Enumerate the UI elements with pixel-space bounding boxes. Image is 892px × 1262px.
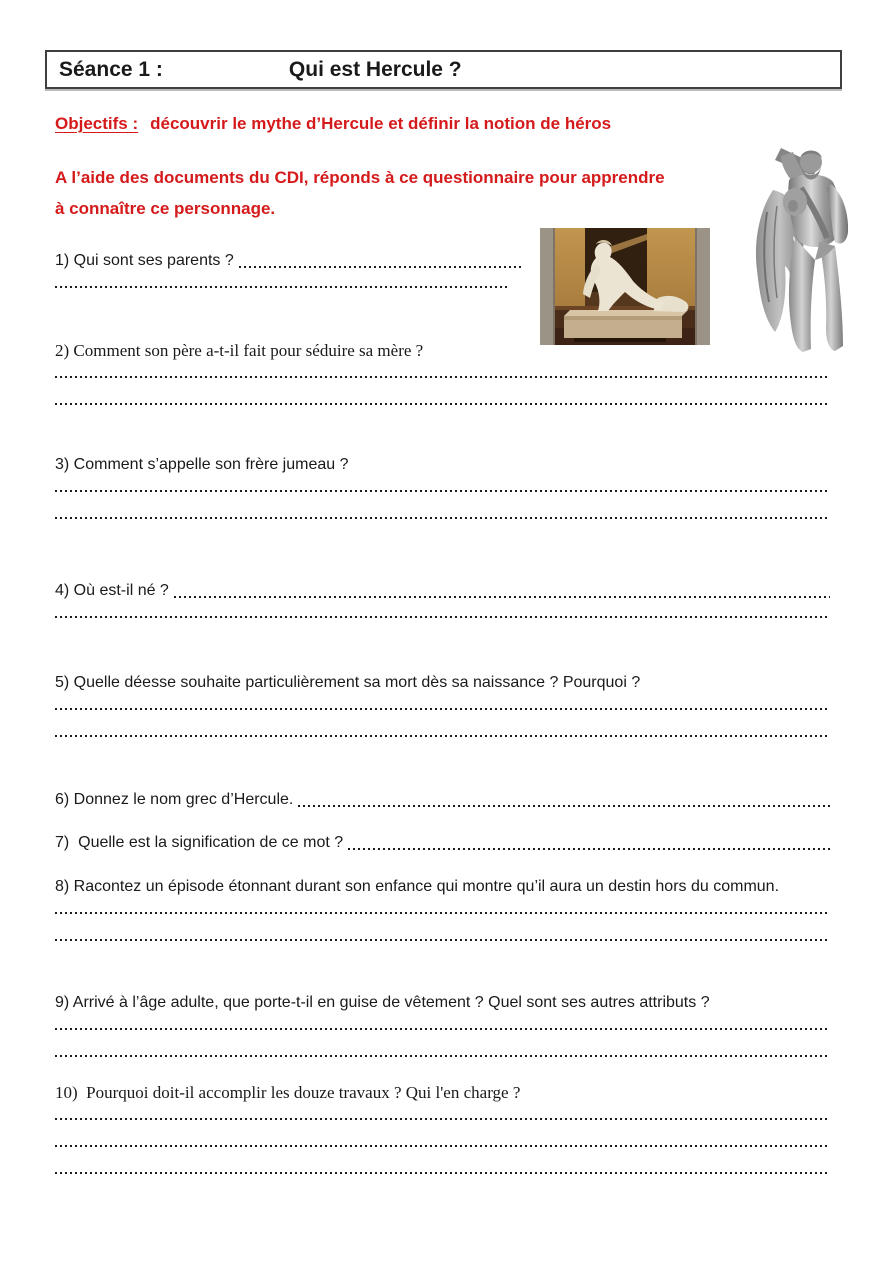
question-item xyxy=(55,341,830,405)
question-row xyxy=(55,341,830,361)
instructions-paragraph xyxy=(55,162,755,224)
answer-line xyxy=(55,286,507,288)
objectives-text: découvrir le mythe d’Hercule et définir la notion de héros xyxy=(150,114,612,133)
answer-line xyxy=(55,376,830,378)
worksheet-page xyxy=(55,50,830,1174)
question-row xyxy=(55,673,830,693)
instructions-line-2: à connaître ce personnage. xyxy=(55,199,276,218)
answer-dots-line xyxy=(239,266,522,268)
answer-line xyxy=(55,616,830,618)
question-text: 8) Racontez un épisode étonnant durant son enfance qui montre qu’il aura un destin hors du commun. xyxy=(55,878,780,895)
answer-line xyxy=(55,490,830,492)
question-text: 5) Quelle déesse souhaite particulièrement sa mort dès sa naissance ? Pourquoi ? xyxy=(55,674,641,691)
question-item xyxy=(55,455,830,519)
question-text: 1) Qui sont ses parents ? xyxy=(55,252,234,269)
question-row xyxy=(55,455,830,475)
question-text: 3) Comment s’appelle son frère jumeau ? xyxy=(55,456,349,473)
question-row xyxy=(55,790,830,810)
question-item xyxy=(55,1083,830,1174)
question-row xyxy=(55,993,830,1013)
objectives-label: Objectifs : xyxy=(55,114,139,133)
questions-list xyxy=(55,251,830,1174)
answer-line xyxy=(55,517,830,519)
answer-line xyxy=(55,939,830,941)
question-text: 10) Pourquoi doit-il accomplir les douze travaux ? Qui l'en charge ? xyxy=(55,1083,521,1102)
answer-line xyxy=(55,912,830,914)
question-item xyxy=(55,877,830,941)
question-text: 9) Arrivé à l’âge adulte, que porte-t-il en guise de vêtement ? Quel sont ses autres attributs ? xyxy=(55,994,710,1011)
objectives-line xyxy=(55,113,830,135)
question-text: 6) Donnez le nom grec d’Hercule. xyxy=(55,791,294,808)
answer-dots-line xyxy=(298,805,830,807)
hercules-statue-illustration xyxy=(731,142,885,356)
question-item xyxy=(55,251,830,288)
answer-line xyxy=(55,403,830,405)
hercules-statue-image xyxy=(731,142,885,356)
instructions-line-1: A l’aide des documents du CDI, réponds à ce questionnaire pour apprendre xyxy=(55,168,665,187)
question-item xyxy=(55,993,830,1057)
question-text: 7) Quelle est la signification de ce mot ? xyxy=(55,834,344,851)
answer-line xyxy=(55,1028,830,1030)
answer-line xyxy=(55,1172,830,1174)
answer-line xyxy=(55,708,830,710)
answer-line xyxy=(55,1118,830,1120)
statue-photo-image xyxy=(540,228,710,345)
seance-label: Séance 1 : xyxy=(59,57,163,81)
question-row xyxy=(55,581,830,601)
question-row xyxy=(55,833,830,853)
question-text: 4) Où est-il né ? xyxy=(55,582,169,599)
question-row xyxy=(55,251,522,271)
question-item xyxy=(55,581,830,618)
answer-dots-line xyxy=(348,848,830,850)
title-box xyxy=(45,50,842,89)
answer-line xyxy=(55,1055,830,1057)
page-title: Qui est Hercule ? xyxy=(288,57,462,81)
statue-photo-illustration xyxy=(540,228,710,345)
question-item xyxy=(55,833,830,853)
answer-line xyxy=(55,735,830,737)
question-item xyxy=(55,673,830,737)
question-row xyxy=(55,877,830,897)
question-row xyxy=(55,1083,830,1103)
answer-dots-line xyxy=(174,596,830,598)
question-text: 2) Comment son père a-t-il fait pour séduire sa mère ? xyxy=(55,341,424,360)
question-item xyxy=(55,790,830,810)
answer-line xyxy=(55,1145,830,1147)
